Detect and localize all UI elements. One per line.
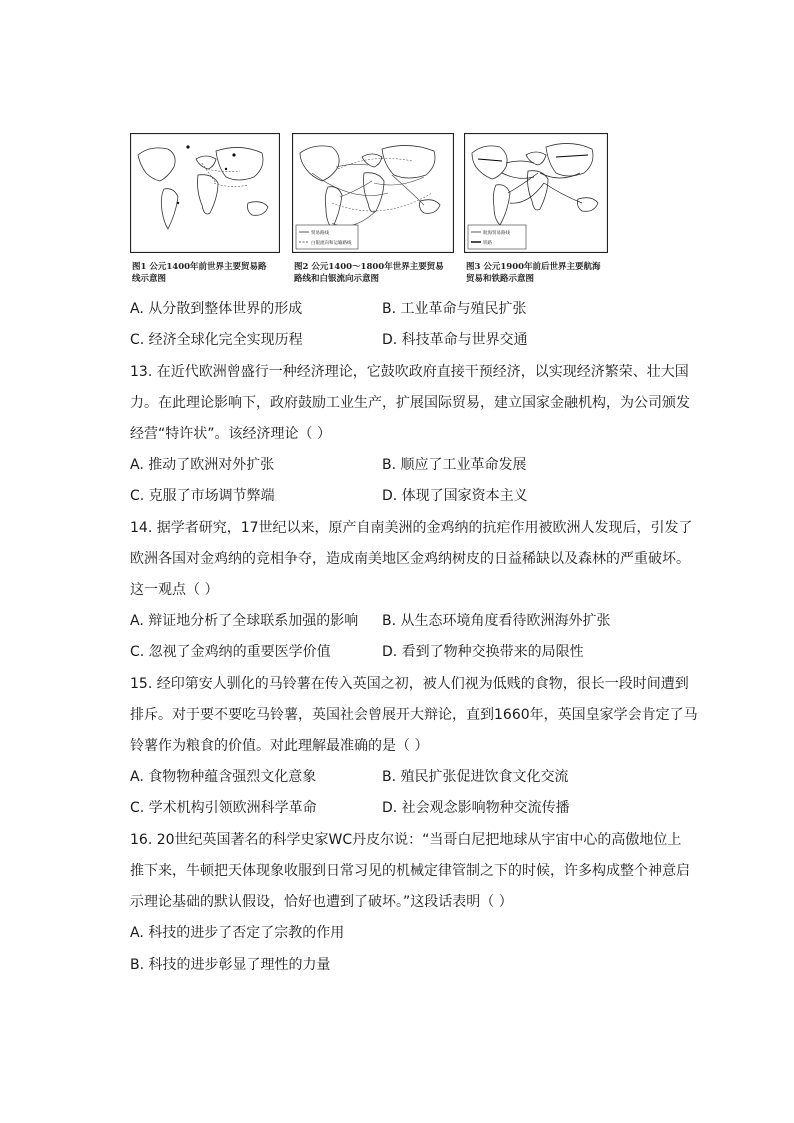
q13-option-a: A. 推动了欧洲对外扩张 bbox=[130, 457, 275, 473]
q14-stem-line3: 这一观点（ ） bbox=[130, 582, 219, 598]
q12-option-c: C. 经济全球化完全实现历程 bbox=[130, 332, 303, 348]
figure-3-legend-rail: 铁路 bbox=[483, 241, 492, 246]
figure-2-caption-line1: 图2 公元1400～1800年世界主要贸易 bbox=[294, 262, 444, 272]
q14-option-d: D. 看到了物种交换带来的局限性 bbox=[382, 644, 584, 660]
q12-option-b: B. 工业革命与殖民扩张 bbox=[382, 301, 527, 317]
map-figure-3 bbox=[464, 133, 608, 284]
q15-option-a: A. 食物物种蕴含强烈文化意象 bbox=[130, 769, 317, 785]
q15-option-d: D. 社会观念影响物种交流传播 bbox=[382, 800, 570, 816]
q15-stem-line1: 15. 经印第安人驯化的马铃薯在传入英国之初，被人们视为低贱的食物，很长一段时间遭到 bbox=[130, 676, 689, 692]
figure-3-caption-line2: 贸易和铁路示意图 bbox=[466, 274, 535, 284]
figure-1-caption-line1: 图1 公元1400年前世界主要贸易路 bbox=[132, 262, 267, 272]
q15-stem-line3: 铃薯作为粮食的价值。对此理解最准确的是（ ） bbox=[130, 738, 429, 754]
map-figures bbox=[130, 133, 610, 293]
q13-option-d: D. 体现了国家资本主义 bbox=[382, 488, 528, 504]
q13-stem-line1: 13. 在近代欧洲曾盛行一种经济理论，它鼓吹政府直接干预经济，以实现经济繁荣、壮大国 bbox=[130, 364, 689, 380]
q15-option-c: C. 学术机构引领欧洲科学革命 bbox=[130, 800, 317, 816]
map-figure-2 bbox=[292, 133, 454, 284]
q14-option-c: C. 忽视了金鸡纳的重要医学价值 bbox=[130, 644, 331, 660]
q14-stem-line2: 欧洲各国对金鸡纳的竞相争夺，造成南美地区金鸡纳树皮的日益稀缺以及森林的严重破坏。 bbox=[130, 551, 690, 567]
figure-3-legend-sea: 航海贸易路线 bbox=[483, 231, 510, 236]
figure-2-legend-silver: 白银流向和运输路线 bbox=[311, 241, 352, 246]
map-figure-1 bbox=[130, 133, 280, 284]
figure-1-caption-line2: 线示意图 bbox=[132, 274, 167, 284]
q15-option-b: B. 殖民扩张促进饮食文化交流 bbox=[382, 769, 569, 785]
q13-option-b: B. 顺应了工业革命发展 bbox=[382, 457, 527, 473]
q13-stem-line2: 力。在此理论影响下，政府鼓励工业生产，扩展国际贸易，建立国家金融机构，为公司颁发 bbox=[130, 395, 690, 411]
world-map-1400-1800-image bbox=[292, 133, 454, 253]
q16-option-a: A. 科技的进步了否定了宗教的作用 bbox=[130, 925, 345, 941]
q16-option-b: B. 科技的进步彰显了理性的力量 bbox=[130, 957, 331, 973]
world-map-1900-image bbox=[464, 133, 608, 253]
q16-stem-line3: 示理论基础的默认假设，恰好也遭到了破坏。”这段话表明（ ） bbox=[130, 894, 513, 910]
q13-option-c: C. 克服了市场调节弊端 bbox=[130, 488, 275, 504]
world-map-1400-image bbox=[130, 133, 280, 253]
figure-2-caption-line2: 路线和白银流向示意图 bbox=[294, 274, 380, 284]
q16-stem-line1: 16. 20世纪英国著名的科学史家WC丹皮尔说：“当哥白尼把地球从宇宙中心的高傲地位上 bbox=[130, 832, 682, 848]
q14-option-a: A. 辩证地分析了全球联系加强的影响 bbox=[130, 613, 359, 629]
q14-option-b: B. 从生态环境角度看待欧洲海外扩张 bbox=[382, 613, 611, 629]
q15-stem-line2: 排斥。对于要不要吃马铃薯，英国社会曾展开大辩论，直到1660年，英国皇家学会肯定了马 bbox=[130, 707, 698, 723]
q12-option-d: D. 科技革命与世界交通 bbox=[382, 332, 528, 348]
q16-stem-line2: 推下来，牛顿把天体现象收服到日常习见的机械定律管制之下的时候，许多构成整个神意启 bbox=[130, 863, 690, 879]
figure-3-caption-line1: 图3 公元1900年前后世界主要航海 bbox=[466, 262, 601, 272]
figure-2-legend-trade: 贸易路线 bbox=[311, 231, 329, 236]
q14-stem-line1: 14. 据学者研究，17世纪以来，原产自南美洲的金鸡纳的抗疟作用被欧洲人发现后，引发了 bbox=[130, 520, 693, 536]
q12-option-a: A. 从分散到整体世界的形成 bbox=[130, 301, 303, 317]
q13-stem-line3: 经营“特许状”。该经济理论（ ） bbox=[130, 426, 331, 442]
